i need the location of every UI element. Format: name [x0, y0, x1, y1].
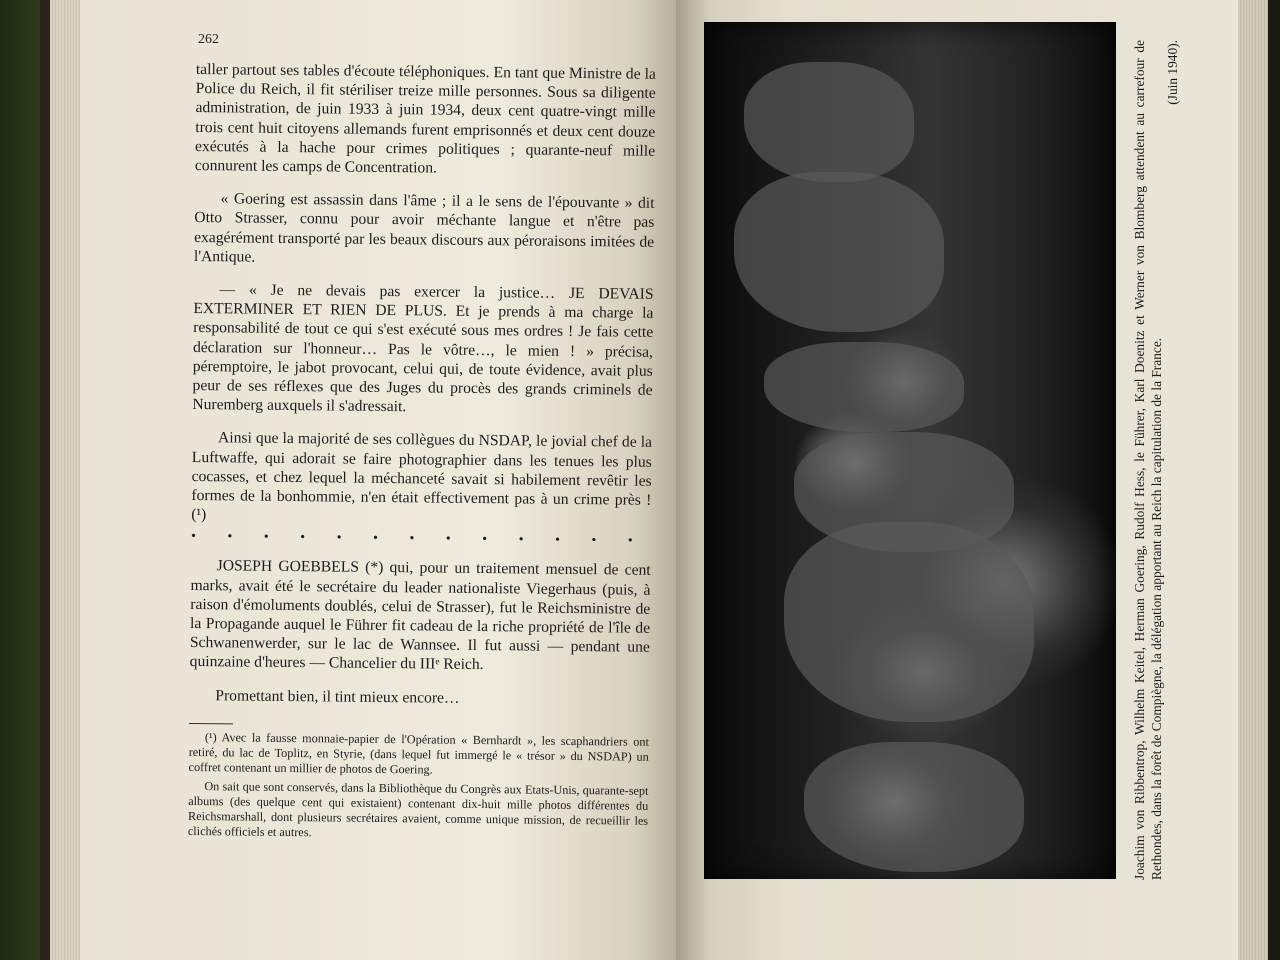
figure-shape: [784, 522, 1034, 722]
paragraph: « Goering est assassin dans l'âme ; il a le sens de l'épouvante » dit Otto Strasser, connu pour avoir méchante langue et n'être pas exagérément transporté par les beaux discours aux péroraisons imitées de l'Antique.: [193, 190, 655, 266]
figure-shape: [804, 742, 1024, 872]
figure-shape: [764, 342, 964, 432]
figure-shape: [734, 172, 944, 332]
footnotes: [188, 730, 649, 844]
photo-caption: [1132, 40, 1182, 880]
left-page-text: [188, 60, 656, 848]
paragraph: Ainsi que la majorité de ses collègues du NSDAP, le jovial chef de la Luftwaffe, qui adorait se faire photographier dans les tenues les plus cocasses, et chez lequel la méchanceté savait si habilement revêtir les formes de la bonhommie, n'en était effectivement pas à un crime près ! (¹): [191, 429, 653, 524]
paragraph: — « Je ne devais pas exercer la justice… JE DEVAIS EXTERMINER ET RIEN DE PLUS. Et je prends à ma charge la responsabilité de tout ce qui s'est exécuté sous mes ordres ! Je fais cette déclaration sur l'honneur… Pas le vôtre…, le mien ! » précisa, péremptoire, le jabot provocant, celui qui, de toute évidence, avait plus peur de ses réflexes que des Juges du procès des grands criminels de Nuremberg auxquels il s'adressait.: [192, 281, 654, 416]
caption-line: Joachim von Ribbentrop, Wilhelm Keitel, Herman Goering, Rudolf Hess, le Führer, Karl Doenitz et Werner von Blomberg: [1132, 186, 1147, 880]
page-edges-right: [1238, 0, 1270, 960]
paragraph: Promettant bien, il tint mieux encore…: [215, 686, 460, 707]
footnote-rule: [189, 723, 233, 724]
caption-line: (Juin 1940).: [1165, 40, 1180, 105]
figure-shape: [744, 62, 914, 182]
footnote: On sait que sont conservés, dans la Bibliothèque du Congrès aux Etats-Unis, quarante-sept albums (des quelque cent qui existaient) contenant dix-huit mille photos différentes du Reichsmarshall, dont plusieurs secrétaires avaient, comme unique mission, de recueillir les clichés officiels et autres.: [187, 779, 649, 840]
caption-line: attendent au carrefour de Rethondes, dans la forêt de Compiègne, la délégation apportant au Reich la capitulation de la France.: [1132, 40, 1164, 880]
page-number: 262: [198, 32, 219, 47]
paragraph: taller partout ses tables d'écoute téléphoniques. En tant que Ministre de la Police du Reich, il fit stériliser treize mille personnes. Sous sa diligente administration, de juin 1933 à juin 1934, deux cent quatre-vingt mille trois cent huit citoyens allemands furent emprisonnés et deux cent douze exécutés à la hache pour crimes politiques ; quarante-neuf mille connurent les camps de Concentration.: [194, 60, 656, 177]
background-right: [1268, 0, 1280, 960]
photograph: [704, 22, 1116, 879]
paragraph: JOSEPH GOEBBELS (*) qui, pour un traitement mensuel de cent marks, avait été le secrétaire du leader nationaliste Viegerhaus (puis, à raison d'émoluments doublés, celui de Strasser), fut le Reichsministre de la Propagande auquel le Führer fit cadeau de la riche propriété de l'île de Schwanenwerder, sur le lac de Wannsee. Il fut aussi — pendant une quinzaine d'heures — Chancelier du IIIᵉ Reich.: [189, 557, 651, 674]
footnote: (¹) Avec la fausse monnaie-papier de l'Opération « Bernhardt », les scaphandriers ont retiré, du lac de Toplitz, en Styrie, (dans lequel fut immergé le « trésor » du NSDAP) un coffret contenant un millier de photos de Goering.: [188, 730, 649, 777]
ellipsis-dots: • • • • • • • • • • • • •: [190, 529, 647, 550]
